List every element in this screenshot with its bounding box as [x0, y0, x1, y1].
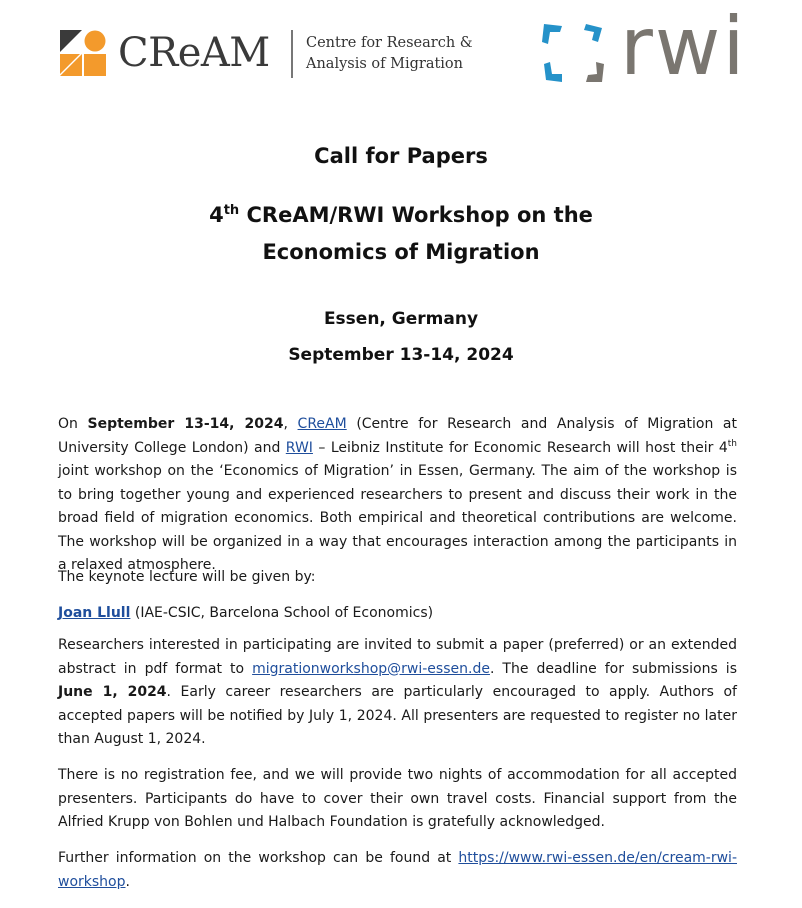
submission-text-2: . The deadline for submissions is — [489, 660, 737, 677]
intro-ordinal-suffix: th — [727, 438, 737, 449]
header-logos — [0, 0, 802, 100]
submission-text-1: Researchers interested in participating are invited to submit a paper (preferred) or an extended abstract in pdf format to — [58, 637, 737, 677]
cream-logo-tagline — [306, 33, 473, 75]
intro-date-bold: September 13-14, 2024 — [87, 416, 284, 432]
intro-text-1: On — [58, 416, 88, 432]
cream-tagline-line-2: Analysis of Migration — [306, 56, 463, 72]
further-info-paragraph — [58, 847, 737, 894]
workshop-title-line-1-text: CReAM/RWI Workshop on the — [239, 203, 593, 227]
cream-logo-wordmark: CReAM — [118, 30, 270, 76]
submission-deadline: June 1, 2024 — [58, 684, 167, 700]
further-info-period: . — [125, 873, 130, 890]
intro-text-5: joint workshop on the ‘Economics of Migration’ in Essen, Germany. The aim of the workshop is to bring together young and experienced researchers to present and discuss their work in the broad field of migration economics. Both empirical and theoretical contributions are welcome. The workshop will be organized in a way that encourages interaction among the participants in a relaxed atmosphere. — [58, 463, 737, 573]
ordinal-suffix: th — [223, 203, 240, 218]
workshop-title-line-1 — [0, 197, 802, 234]
further-info-text: Further information on the workshop can be found at — [58, 850, 459, 866]
cream-tagline-line-1: Centre for Research & — [306, 35, 473, 51]
keynote-intro-paragraph: The keynote lecture will be given by: — [58, 569, 316, 585]
intro-text-3: (Centre for Research and Analysis of Migration at University College London) and — [58, 416, 738, 456]
submission-text-3: . Early career researchers are particularly encouraged to apply. Authors of accepted papers will be notified by July 1, 2024. All presenters are requested to register no later than August 1, 2024. — [58, 684, 737, 747]
cream-logo-mark-icon — [60, 30, 106, 76]
call-for-papers-heading: Call for Papers — [314, 144, 488, 168]
cream-link[interactable]: CReAM — [297, 416, 347, 432]
workshop-dates: September 13-14, 2024 — [288, 345, 514, 365]
keynote-affiliation: (IAE-CSIC, Barcelona School of Economics) — [130, 605, 434, 621]
workshop-title — [0, 197, 802, 271]
submission-paragraph — [58, 634, 737, 752]
keynote-speaker-paragraph — [58, 602, 737, 626]
ordinal-number: 4 — [209, 203, 224, 227]
intro-text-2: , — [283, 416, 298, 432]
rwi-logo-mark-icon — [540, 20, 608, 86]
intro-text-4: – Leibniz Institute for Economic Research will host their 4 — [312, 439, 728, 456]
workshop-location: Essen, Germany — [323, 309, 479, 329]
workshop-title-line-2: Economics of Migration — [262, 240, 540, 264]
rwi-logo-wordmark: rwi — [620, 0, 747, 93]
intro-paragraph — [58, 413, 737, 578]
submission-email-link[interactable]: migrationworkshop@rwi-essen.de — [252, 660, 490, 677]
workshop-url-link[interactable]: https://www.rwi-essen.de/en/cream-rwi-workshop — [58, 850, 737, 890]
registration-paragraph: There is no registration fee, and we will provide two nights of accommodation for all accepted presenters. Participants do have to cover their own travel costs. Financial support from the Alfried Krupp von Bohlen und Halbach Foundation is gratefully acknowledged. — [58, 767, 737, 830]
logo-divider — [291, 30, 293, 78]
keynote-speaker-link[interactable]: Joan Llull — [58, 605, 131, 621]
rwi-link[interactable]: RWI — [285, 439, 313, 456]
